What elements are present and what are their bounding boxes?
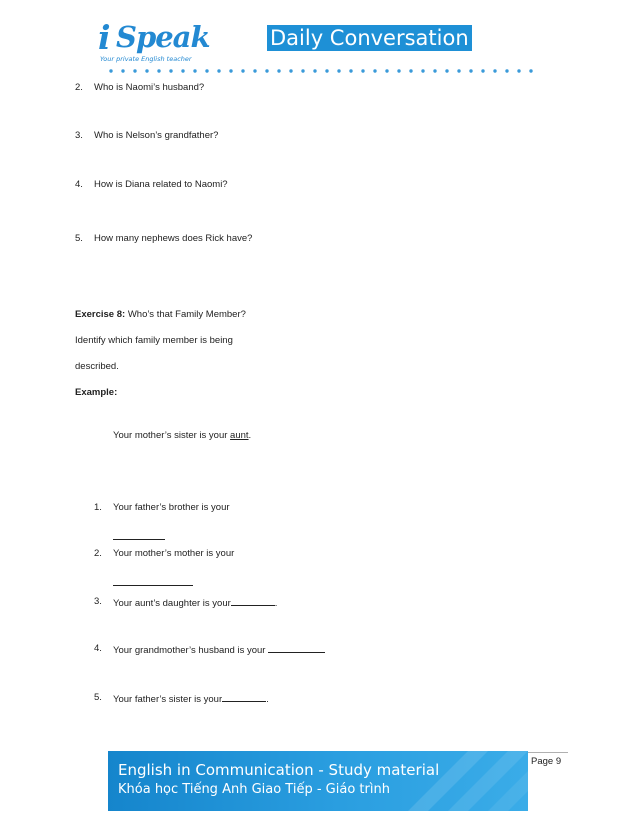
exercise-instruction: described. <box>75 361 119 372</box>
footer-stripes <box>108 751 528 811</box>
example-sentence <box>113 430 251 442</box>
question-number: 5. <box>75 233 83 244</box>
footer-title: English in Communication - Study material <box>118 761 440 779</box>
item-text: Your mother’s mother is your <box>113 548 235 559</box>
item-line <box>113 596 277 610</box>
exercise-label: Exercise 8: <box>75 309 126 320</box>
logo-tagline: Your private English teacher <box>100 55 192 63</box>
question-number: 3. <box>75 130 83 141</box>
example-answer: aunt <box>230 430 249 441</box>
question-text: Who is Nelson’s grandfather? <box>94 130 219 141</box>
footer-banner <box>108 751 528 811</box>
example-label: Example: <box>75 387 118 398</box>
item-number: 4. <box>94 643 102 654</box>
answer-blank[interactable] <box>231 596 275 606</box>
item-number: 1. <box>94 502 102 513</box>
answer-blank[interactable] <box>113 576 193 586</box>
exercise-instruction: Identify which family member is being <box>75 335 233 346</box>
footer-subtitle: Khóa học Tiếng Anh Giao Tiếp - Giáo trình <box>118 782 390 797</box>
item-suffix: . <box>266 694 269 705</box>
answer-blank[interactable] <box>222 692 266 702</box>
item-number: 3. <box>94 596 102 607</box>
header-title: Daily Conversation <box>267 25 472 51</box>
item-line <box>113 692 269 706</box>
exercise-heading <box>75 309 246 321</box>
item-line <box>113 643 325 657</box>
question-text: How many nephews does Rick have? <box>94 233 253 244</box>
answer-blank[interactable] <box>268 643 325 653</box>
item-text: Your father’s brother is your <box>113 502 230 513</box>
question-number: 2. <box>75 82 83 93</box>
footer-rule <box>527 752 568 753</box>
item-number: 5. <box>94 692 102 703</box>
item-text: Your aunt’s daughter is your <box>113 598 231 609</box>
page-number: Page 9 <box>531 756 562 767</box>
item-text: Your father’s sister is your <box>113 694 223 705</box>
example-suffix: . <box>248 430 252 441</box>
logo-letter-i: i <box>98 18 111 57</box>
item-text: Your grandmother’s husband is your <box>113 645 269 656</box>
item-number: 2. <box>94 548 102 559</box>
answer-blank[interactable] <box>113 530 165 540</box>
ispeak-logo <box>98 16 218 66</box>
item-suffix: . <box>274 598 278 609</box>
question-number: 4. <box>75 179 83 190</box>
question-text: How is Diana related to Naomi? <box>94 179 228 190</box>
question-text: Who is Naomi’s husband? <box>94 82 205 93</box>
exercise-title: Who’s that Family Member? <box>125 309 246 320</box>
example-prefix: Your mother’s sister is your <box>113 430 231 441</box>
header-dotted-divider <box>108 68 542 74</box>
logo-wordmark: Speak <box>116 20 210 54</box>
